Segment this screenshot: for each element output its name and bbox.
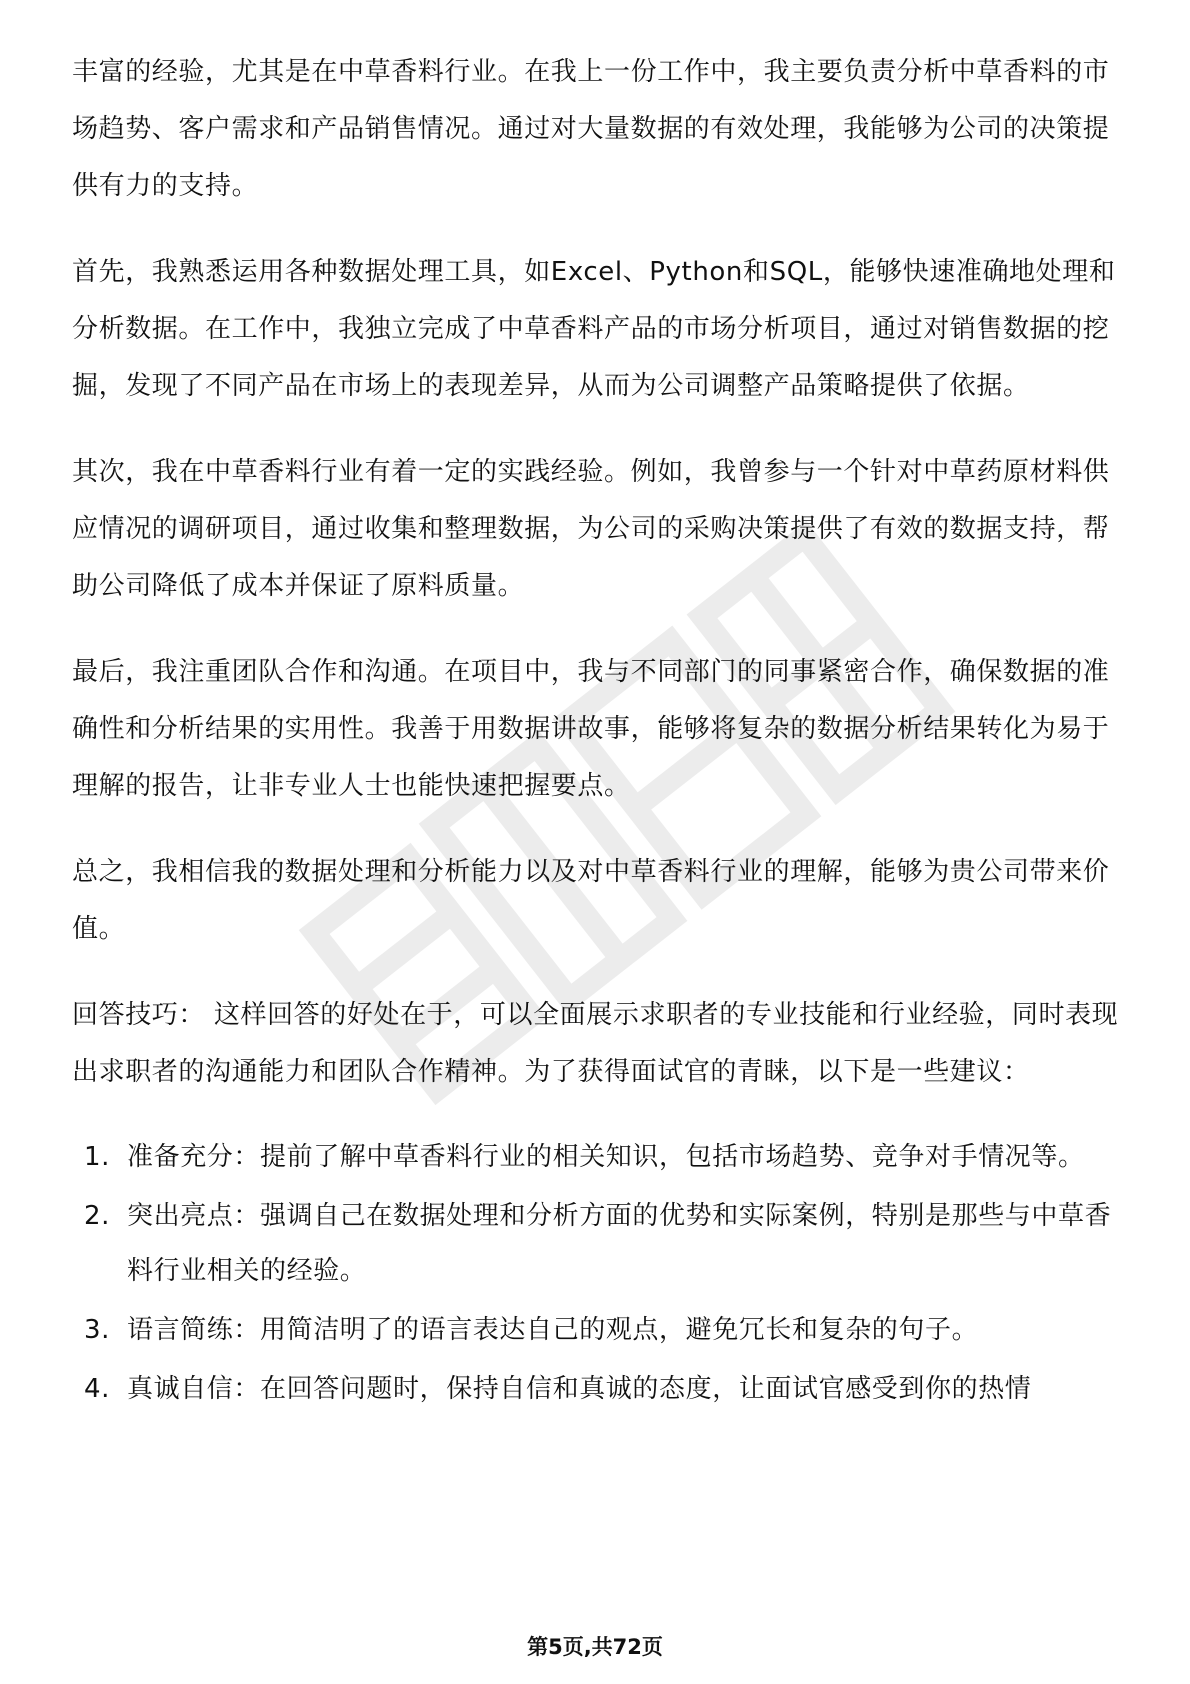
list-item bbox=[72, 1362, 1122, 1417]
document-body bbox=[72, 44, 1122, 1421]
list-item-text: 语言简练：用简洁明了的语言表达自己的观点，避免冗长和复杂的句子。 bbox=[127, 1315, 979, 1345]
paragraph-first: 首先，我熟悉运用各种数据处理工具，如Excel、Python和SQL，能够快速准确地处理和分析数据。在工作中，我独立完成了中草香料产品的市场分析项目，通过对销售数据的挖掘，发现了不同产品在市场上的表现差异，从而为公司调整产品策略提供了依据。 bbox=[72, 257, 1116, 401]
list-item-text: 突出亮点：强调自己在数据处理和分析方面的优势和实际案例，特别是那些与中草香料行业相关的经验。 bbox=[127, 1201, 1112, 1286]
paragraph-experience: 丰富的经验，尤其是在中草香料行业。在我上一份工作中，我主要负责分析中草香料的市场趋势、客户需求和产品销售情况。通过对大量数据的有效处理，我能够为公司的决策提供有力的支持。 bbox=[72, 57, 1110, 201]
list-item-number: 2. bbox=[84, 1201, 111, 1231]
list-item-number: 3. bbox=[84, 1315, 111, 1345]
list-item bbox=[72, 1189, 1122, 1299]
paragraph-last: 最后，我注重团队合作和沟通。在项目中，我与不同部门的同事紧密合作，确保数据的准确性和分析结果的实用性。我善于用数据讲故事，能够将复杂的数据分析结果转化为易于理解的报告，让非专业人士也能快速把握要点。 bbox=[72, 657, 1110, 801]
paragraph-summary: 总之，我相信我的数据处理和分析能力以及对中草香料行业的理解，能够为贵公司带来价值。 bbox=[72, 857, 1110, 944]
tips-list bbox=[72, 1130, 1122, 1417]
list-item bbox=[72, 1130, 1122, 1185]
list-item-number: 1. bbox=[84, 1142, 111, 1172]
list-item-text: 准备充分：提前了解中草香料行业的相关知识，包括市场趋势、竞争对手情况等。 bbox=[127, 1142, 1085, 1172]
paragraph-second: 其次，我在中草香料行业有着一定的实践经验。例如，我曾参与一个针对中草药原材料供应情况的调研项目，通过收集和整理数据，为公司的采购决策提供了有效的数据支持，帮助公司降低了成本并保证了原料质量。 bbox=[72, 457, 1110, 601]
paragraph-answer-tips: 回答技巧： 这样回答的好处在于，可以全面展示求职者的专业技能和行业经验，同时表现出求职者的沟通能力和团队合作精神。为了获得面试官的青睐，以下是一些建议： bbox=[72, 1000, 1119, 1087]
list-item bbox=[72, 1303, 1122, 1358]
list-item-number: 4. bbox=[84, 1374, 111, 1404]
list-item-text: 真诚自信：在回答问题时，保持自信和真诚的态度，让面试官感受到你的热情 bbox=[127, 1374, 1032, 1404]
page-number-footer: 第5页,共72页 bbox=[527, 1635, 663, 1659]
